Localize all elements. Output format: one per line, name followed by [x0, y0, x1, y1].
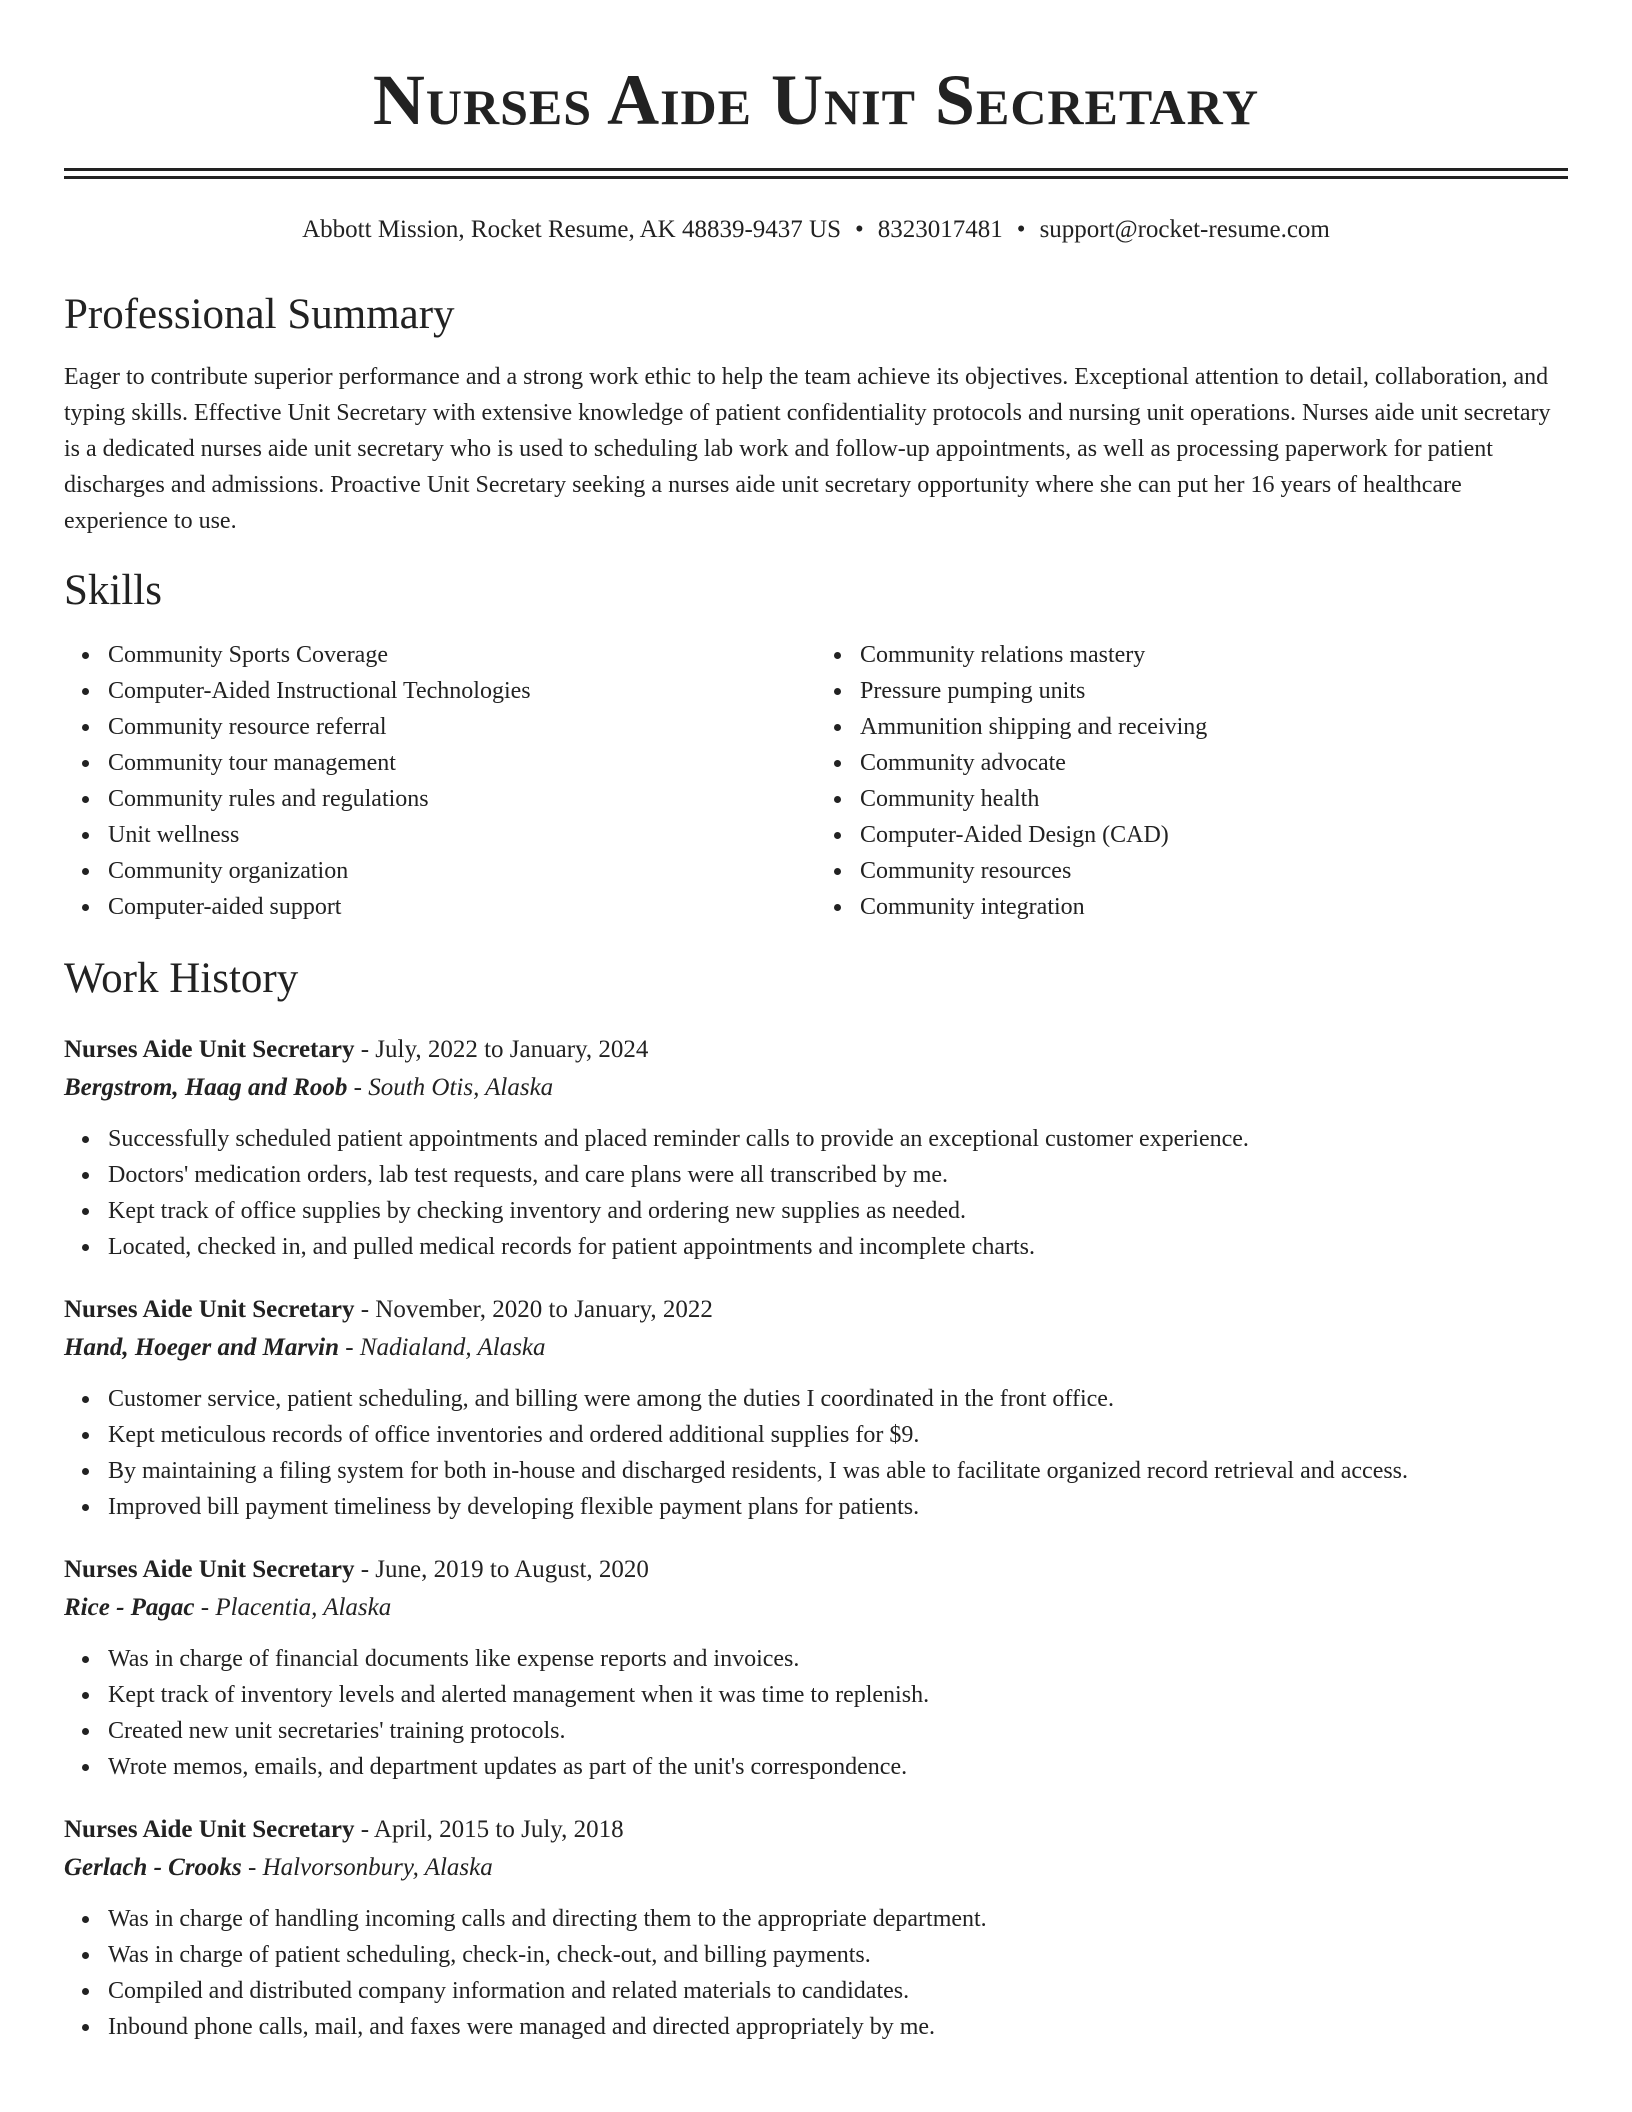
job-duty: Kept track of inventory levels and alerted management when it was time to replenish.	[108, 1677, 1568, 1713]
job-role: Nurses Aide Unit Secretary	[64, 1556, 355, 1583]
job-location: - Nadialand, Alaska	[339, 1334, 546, 1361]
job-entry	[64, 1291, 1568, 1525]
job-dates: - April, 2015 to July, 2018	[354, 1816, 624, 1843]
job-duty: Located, checked in, and pulled medical records for patient appointments and incomplete charts.	[108, 1229, 1568, 1265]
skill-item: Community organization	[108, 853, 816, 889]
job-company-line	[64, 1069, 1568, 1107]
skill-item: Community resources	[860, 853, 1568, 889]
job-duties	[64, 1901, 1568, 2045]
skill-item: Ammunition shipping and receiving	[860, 709, 1568, 745]
job-company-line	[64, 1849, 1568, 1887]
job-title-line	[64, 1031, 1568, 1069]
job-duty: Compiled and distributed company information and related materials to candidates.	[108, 1973, 1568, 2009]
summary-text: Eager to contribute superior performance and a strong work ethic to help the team achieve its objectives. Exceptional attention to detail, collaboration, and typing skills. Effective Unit Secretary with extensive knowledge of patient confidentiality protocols and nursing unit operations. Nurses aide unit secretary is a dedicated nurses aide unit secretary who is used to scheduling lab work and follow-up appointments, as well as processing paperwork for patient discharges and admissions. Proactive Unit Secretary seeking a nurses aide unit secretary opportunity where she can put her 16 years of healthcare experience to use.	[64, 364, 1551, 534]
job-duty: Was in charge of handling incoming calls and directing them to the appropriate department.	[108, 1901, 1568, 1937]
skill-item: Community tour management	[108, 745, 816, 781]
job-duty: Doctors' medication orders, lab test requests, and care plans were all transcribed by me.	[108, 1157, 1568, 1193]
job-entry	[64, 1811, 1568, 2045]
skill-item: Community relations mastery	[860, 637, 1568, 673]
candidate-name: Nurses Aide Unit Secretary	[372, 60, 1260, 140]
job-duty: Successfully scheduled patient appointments and placed reminder calls to provide an exceptional customer experience.	[108, 1121, 1568, 1157]
job-duty: By maintaining a filing system for both in-house and discharged residents, I was able to facilitate organized record retrieval and access.	[108, 1453, 1568, 1489]
job-company-line	[64, 1589, 1568, 1627]
skill-item: Community integration	[860, 889, 1568, 925]
job-title-line	[64, 1291, 1568, 1329]
job-dates: - June, 2019 to August, 2020	[354, 1556, 649, 1583]
job-title-line	[64, 1551, 1568, 1589]
job-duty: Kept track of office supplies by checking inventory and ordering new supplies as needed.	[108, 1193, 1568, 1229]
skill-item: Computer-aided support	[108, 889, 816, 925]
skill-item: Community resource referral	[108, 709, 816, 745]
job-duties	[64, 1641, 1568, 1785]
skills-heading: Skills	[64, 567, 162, 614]
job-role: Nurses Aide Unit Secretary	[64, 1816, 355, 1843]
contact-separator: •	[1016, 216, 1026, 243]
summary-heading: Professional Summary	[64, 291, 455, 338]
skill-item: Computer-Aided Instructional Technologies	[108, 673, 816, 709]
contact-line	[64, 215, 1568, 245]
contact-address: Abbott Mission, Rocket Resume, AK 48839-9437 US	[302, 216, 842, 243]
job-duty: Customer service, patient scheduling, and billing were among the duties I coordinated in the front office.	[108, 1381, 1568, 1417]
job-location: - Placentia, Alaska	[194, 1594, 392, 1621]
work-history-heading: Work History	[64, 955, 299, 1002]
job-entry	[64, 1031, 1568, 1265]
job-duty: Was in charge of patient scheduling, check-in, check-out, and billing payments.	[108, 1937, 1568, 1973]
job-role: Nurses Aide Unit Secretary	[64, 1036, 355, 1063]
skill-item: Community advocate	[860, 745, 1568, 781]
contact-email: support@rocket-resume.com	[1039, 216, 1330, 243]
job-duty: Wrote memos, emails, and department updates as part of the unit's correspondence.	[108, 1749, 1568, 1785]
job-duty: Kept meticulous records of office inventories and ordered additional supplies for $9.	[108, 1417, 1568, 1453]
job-duties	[64, 1121, 1568, 1265]
header-double-rule	[64, 168, 1568, 179]
job-dates: - July, 2022 to January, 2024	[354, 1036, 649, 1063]
contact-phone: 8323017481	[877, 216, 1003, 243]
skills-column-right	[816, 637, 1568, 925]
job-role: Nurses Aide Unit Secretary	[64, 1296, 355, 1323]
job-duties	[64, 1381, 1568, 1525]
skill-item: Community health	[860, 781, 1568, 817]
skill-item: Pressure pumping units	[860, 673, 1568, 709]
job-duty: Inbound phone calls, mail, and faxes were managed and directed appropriately by me.	[108, 2009, 1568, 2045]
job-duty: Was in charge of financial documents like expense reports and invoices.	[108, 1641, 1568, 1677]
job-company: Rice - Pagac	[64, 1594, 195, 1621]
job-company: Gerlach - Crooks	[64, 1854, 242, 1881]
skill-item: Computer-Aided Design (CAD)	[860, 817, 1568, 853]
contact-separator: •	[855, 216, 864, 243]
skill-item: Community rules and regulations	[108, 781, 816, 817]
skills-column-left	[64, 637, 816, 925]
job-location: - Halvorsonbury, Alaska	[241, 1854, 493, 1881]
job-dates: - November, 2020 to January, 2022	[354, 1296, 713, 1323]
job-duty: Improved bill payment timeliness by developing flexible payment plans for patients.	[108, 1489, 1568, 1525]
job-company-line	[64, 1329, 1568, 1367]
skill-item: Unit wellness	[108, 817, 816, 853]
job-company: Hand, Hoeger and Marvin	[64, 1334, 340, 1361]
job-duty: Created new unit secretaries' training protocols.	[108, 1713, 1568, 1749]
job-location: - South Otis, Alaska	[347, 1074, 554, 1101]
skill-item: Community Sports Coverage	[108, 637, 816, 673]
job-company: Bergstrom, Haag and Roob	[64, 1074, 348, 1101]
skills-list	[64, 637, 1568, 925]
job-entry	[64, 1551, 1568, 1785]
job-title-line	[64, 1811, 1568, 1849]
